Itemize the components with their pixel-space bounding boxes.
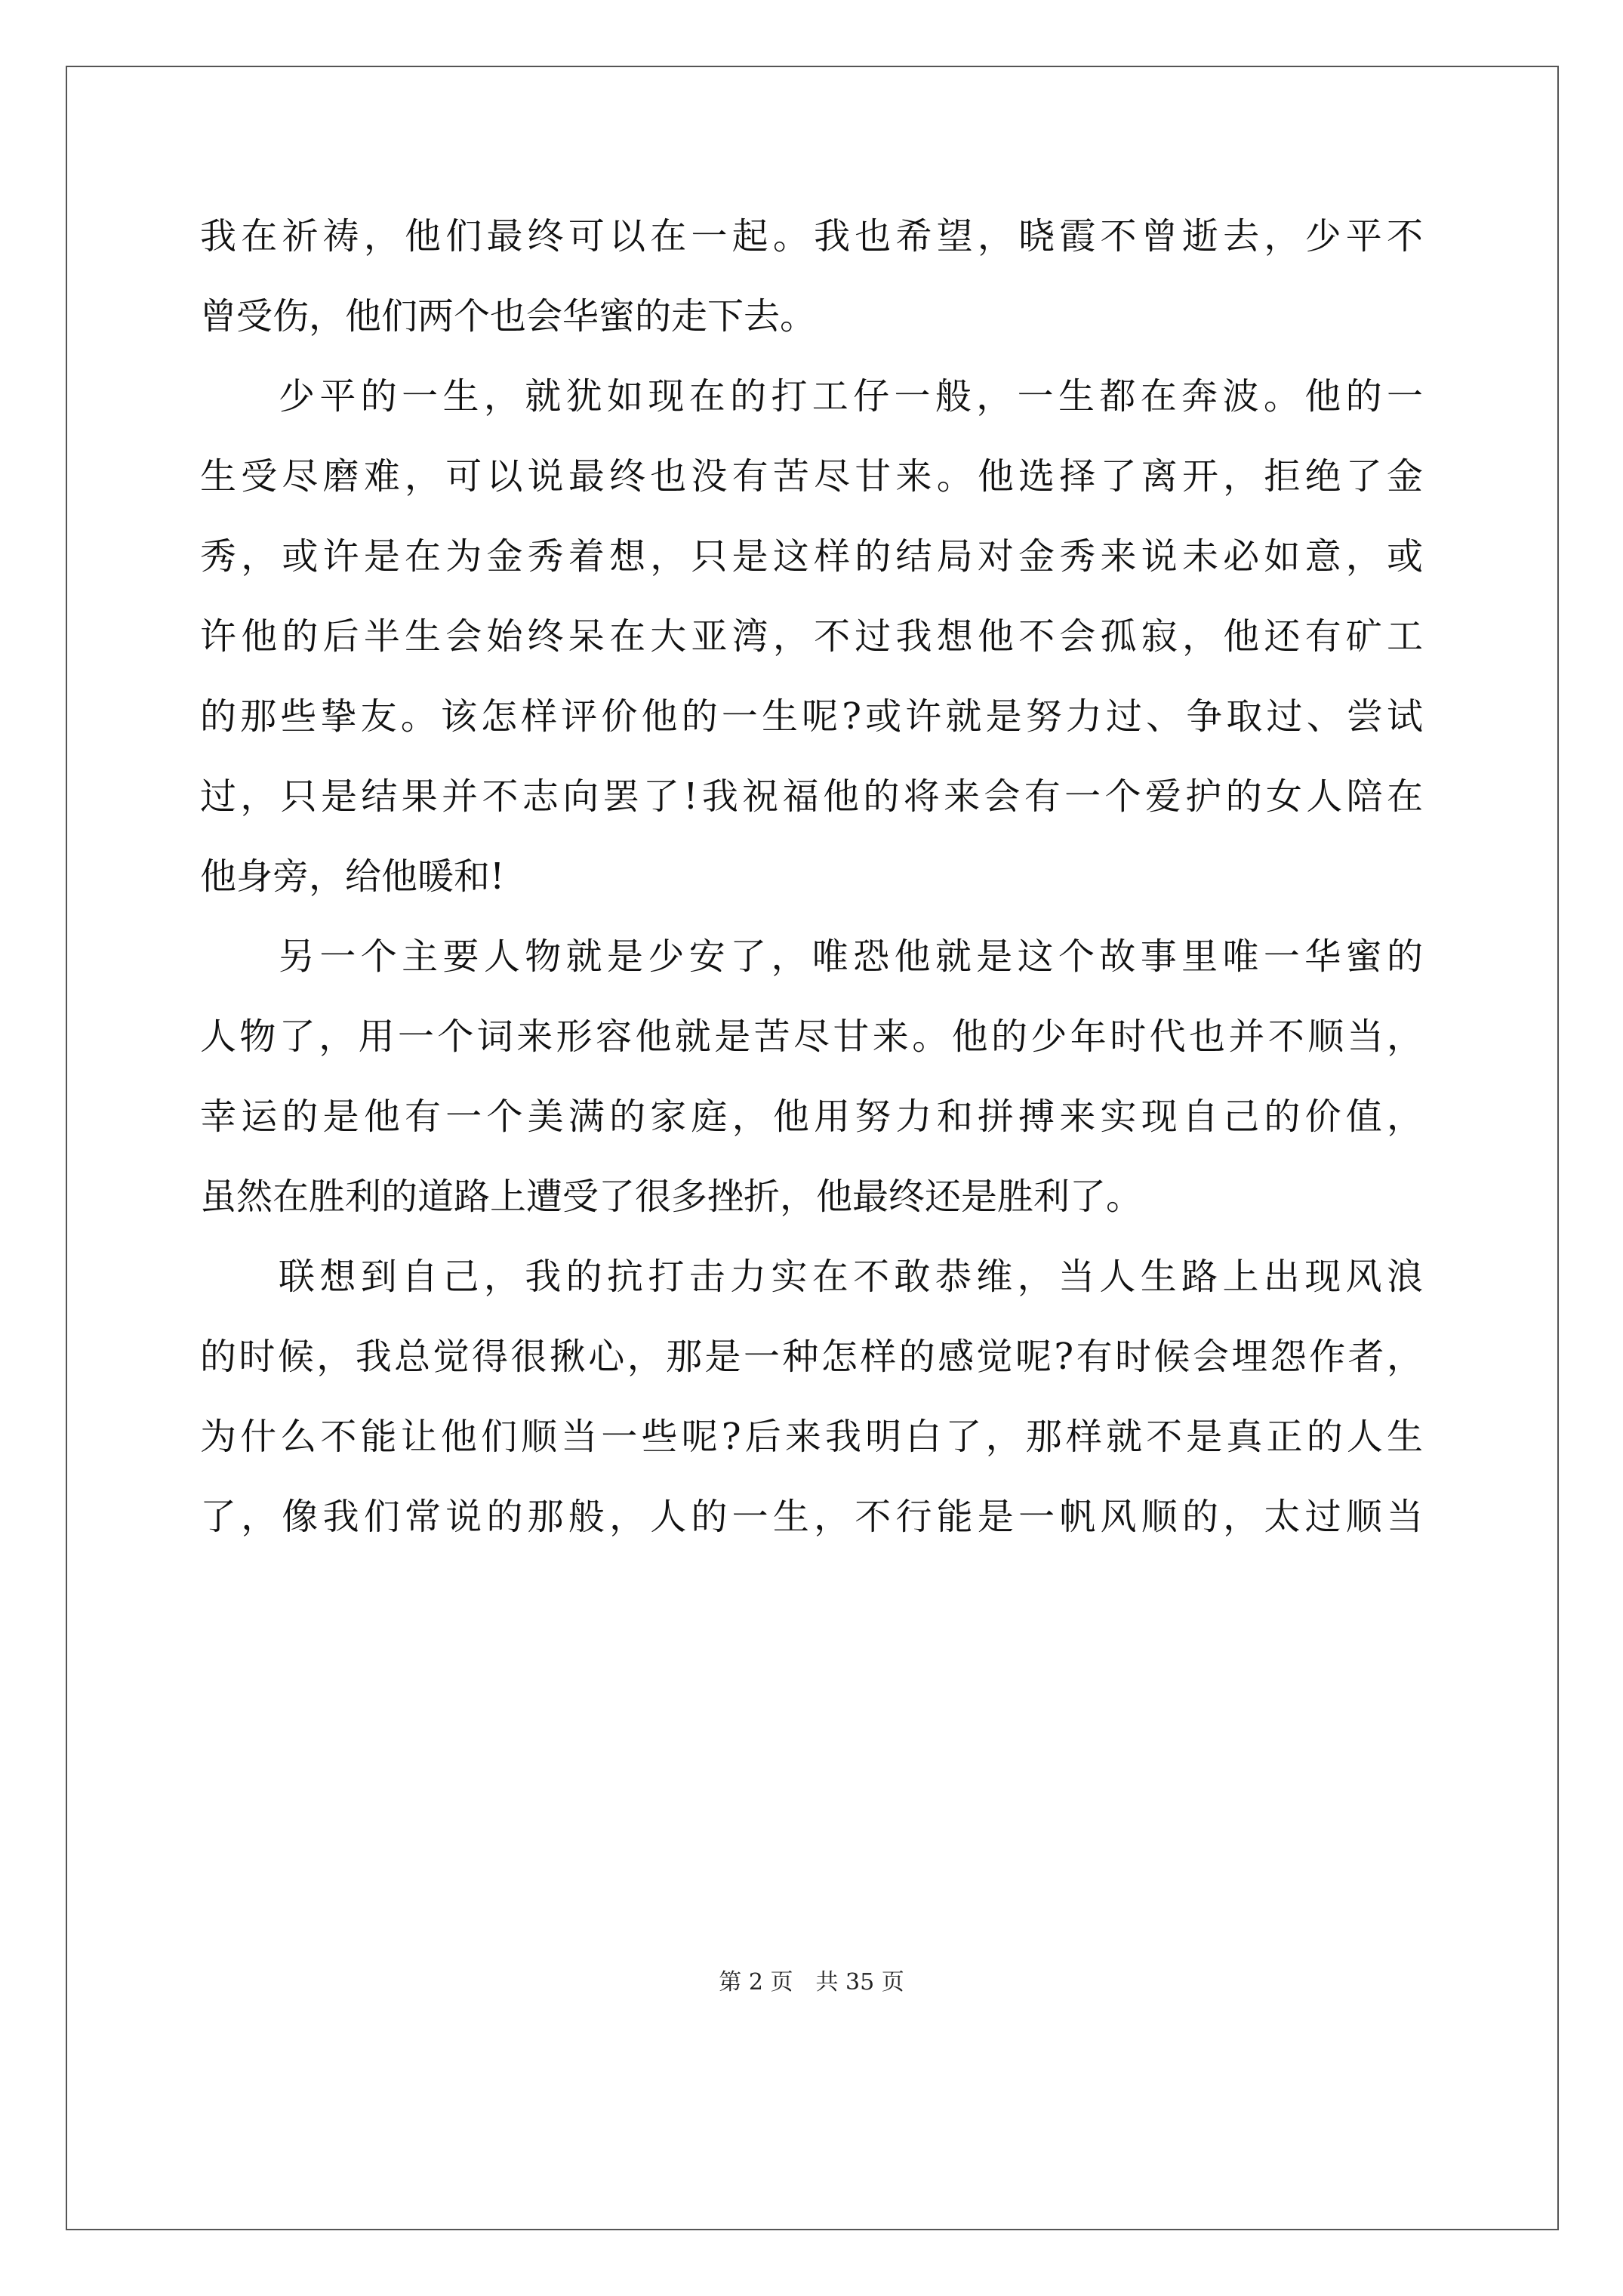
text-line: 他身旁，给他暖和! (200, 855, 505, 898)
page-number-footer: 第 2 页 共 35 页 (719, 1969, 904, 1996)
text-line: 了，像我们常说的那般，人的一生，不行能是一帆风顺的，太过顺当 (200, 1496, 1423, 1538)
text-line: 曾受伤，他们两个也会华蜜的走下去。 (200, 295, 817, 337)
text-line: 幸运的是他有一个美满的家庭，他用努力和拼搏来实现自己的价值， (200, 1096, 1423, 1138)
text-line: 少平的一生，就犹如现在的打工仔一般，一生都在奔波。他的一 (279, 375, 1423, 418)
text-line: 联想到自己，我的抗打击力实在不敢恭维，当人生路上出现风浪 (279, 1256, 1423, 1298)
text-line: 另一个主要人物就是少安了，唯恐他就是这个故事里唯一华蜜的 (279, 935, 1423, 978)
text-line: 许他的后半生会始终呆在大亚湾，不过我想他不会孤寂，他还有矿工 (200, 615, 1423, 658)
text-line: 生受尽磨难，可以说最终也没有苦尽甘来。他选择了离开，拒绝了金 (200, 455, 1423, 498)
text-line: 的那些挚友。该怎样评价他的一生呢?或许就是努力过、争取过、尝试 (200, 695, 1423, 738)
text-line: 虽然在胜利的道路上遭受了很多挫折，他最终还是胜利了。 (200, 1176, 1143, 1218)
text-line: 秀，或许是在为金秀着想，只是这样的结局对金秀来说未必如意，或 (200, 535, 1423, 578)
text-line: 人物了，用一个词来形容他就是苦尽甘来。他的少年时代也并不顺当， (200, 1015, 1423, 1058)
document-body (200, 196, 1423, 1557)
text-line: 过，只是结果并不志向罢了!我祝福他的将来会有一个爱护的女人陪在 (200, 775, 1423, 818)
text-line: 的时候，我总觉得很揪心，那是一种怎样的感觉呢?有时候会埋怨作者， (200, 1336, 1423, 1378)
text-line: 我在祈祷，他们最终可以在一起。我也希望，晓霞不曾逝去，少平不 (200, 215, 1423, 257)
text-line: 为什么不能让他们顺当一些呢?后来我明白了，那样就不是真正的人生 (200, 1416, 1423, 1458)
